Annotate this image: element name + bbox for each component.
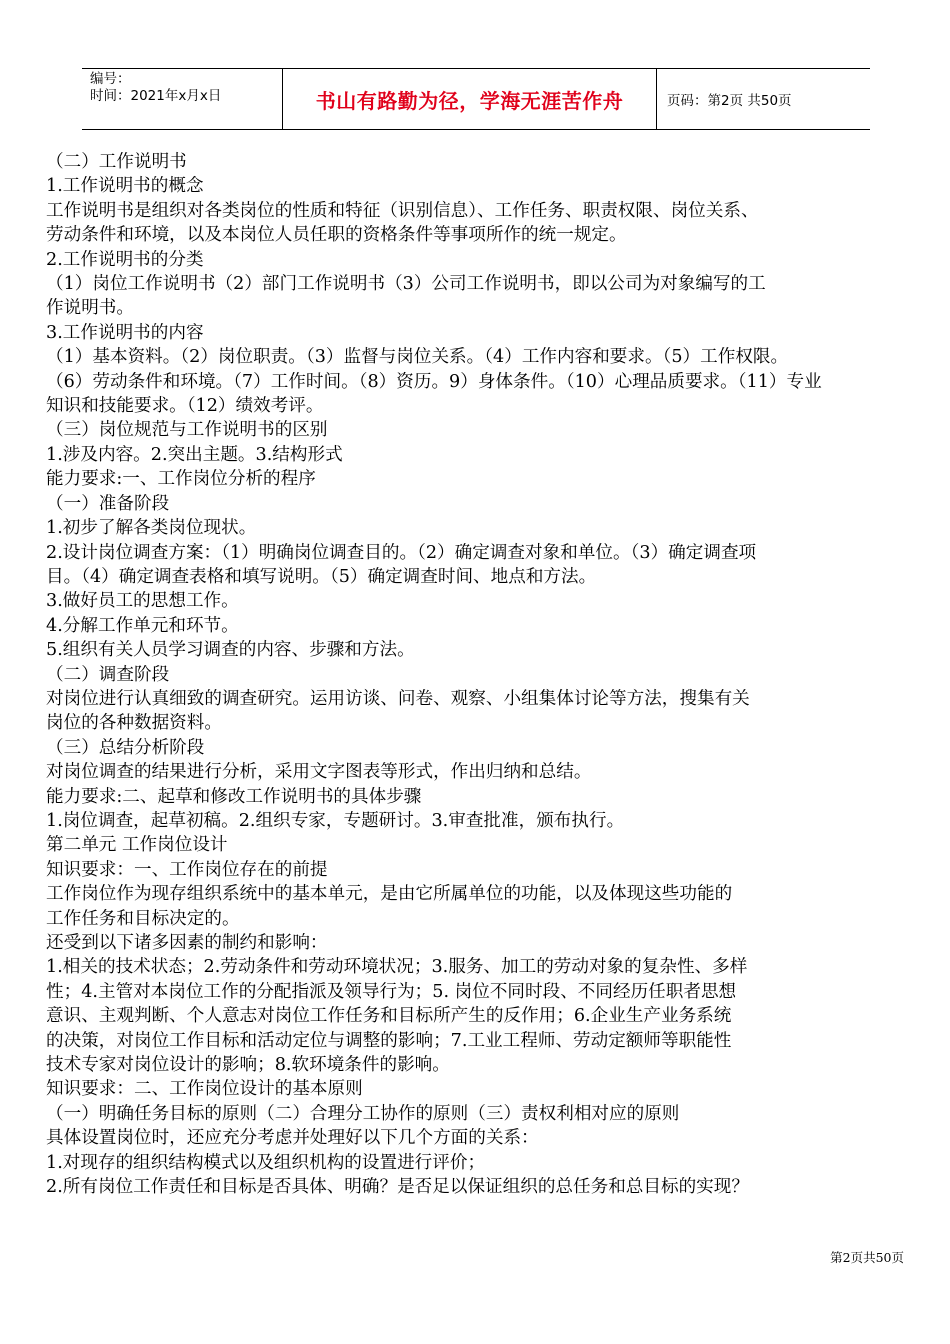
time-label: 时间：2021年x月x日 bbox=[90, 88, 222, 104]
text-line: 1.工作说明书的概念 bbox=[46, 176, 204, 197]
motto-text: 书山有路勤为径，学海无涯苦作舟 bbox=[315, 88, 624, 113]
text-line: 1.对现存的组织结构模式以及组织机构的设置进行评价； bbox=[46, 1152, 486, 1173]
text-line: 具体设置岗位时，还应充分考虑并处理好以下几个方面的关系： bbox=[46, 1128, 539, 1149]
header-left-cell bbox=[82, 69, 282, 129]
text-line: （三）岗位规范与工作说明书的区别 bbox=[46, 420, 328, 441]
text-line: 第二单元 工作岗位设计 bbox=[46, 835, 228, 856]
text-line: （三）总结分析阶段 bbox=[46, 737, 205, 758]
text-line: 2.设计岗位调查方案：（1）明确岗位调查目的。（2）确定调查对象和单位。（3）确定调查项 bbox=[46, 542, 757, 563]
text-line: 工作说明书是组织对各类岗位的性质和特征（识别信息）、工作任务、职责权限、岗位关系、 bbox=[46, 200, 759, 221]
text-line: 1.初步了解各类岗位现状。 bbox=[46, 518, 257, 539]
text-line: （6）劳动条件和环境。（7）工作时间。（8）资历。9）身体条件。（10）心理品质要求。（11）专业 bbox=[46, 371, 822, 392]
text-line: （1）岗位工作说明书（2）部门工作说明书（3）公司工作说明书，即以公司为对象编写的工 bbox=[46, 274, 766, 295]
text-line: 3.做好员工的思想工作。 bbox=[46, 591, 239, 612]
number-label: 编号： bbox=[90, 71, 131, 87]
text-line: 1.相关的技术状态；2.劳动条件和劳动环境状况；3.服务、加工的劳动对象的复杂性、多样 bbox=[46, 957, 748, 978]
text-line: 作说明书。 bbox=[46, 298, 134, 319]
text-line: 2.所有岗位工作责任和目标是否具体、明确？是否足以保证组织的总任务和总目标的实现？ bbox=[46, 1177, 749, 1198]
page-header bbox=[82, 68, 870, 130]
text-line: （一）准备阶段 bbox=[46, 493, 170, 514]
text-line: （1）基本资料。（2）岗位职责。（3）监督与岗位关系。（4）工作内容和要求。（5）工作权限。 bbox=[46, 347, 789, 368]
text-line: （二）调查阶段 bbox=[46, 664, 170, 685]
text-line: 1.涉及内容。2.突出主题。3.结构形式 bbox=[46, 444, 343, 465]
text-line: 知识要求：一、工作岗位存在的前提 bbox=[46, 859, 328, 880]
text-line: 知识和技能要求。（12）绩效考评。 bbox=[46, 396, 324, 417]
text-line: 意识、主观判断、个人意志对岗位工作任务和目标所产生的反作用；6.企业生产业务系统 bbox=[46, 1006, 732, 1027]
text-line: 1.岗位调查，起草初稿。2.组织专家，专题研讨。3.审查批准，颁布执行。 bbox=[46, 810, 625, 831]
text-line: 岗位的各种数据资料。 bbox=[46, 713, 222, 734]
text-line: 工作岗位作为现存组织系统中的基本单元，是由它所属单位的功能，以及体现这些功能的 bbox=[46, 884, 733, 905]
page-label: 页码：第2页 共50页 bbox=[667, 93, 792, 109]
text-line: 性；4.主管对本岗位工作的分配指派及领导行为；5. 岗位不同时段、不同经历任职者思想 bbox=[46, 981, 737, 1002]
text-line: 知识要求：二、工作岗位设计的基本原则 bbox=[46, 1079, 363, 1100]
text-line: 5.组织有关人员学习调查的内容、步骤和方法。 bbox=[46, 640, 415, 661]
text-line: 能力要求:一、工作岗位分析的程序 bbox=[46, 469, 316, 490]
text-line: 2.工作说明书的分类 bbox=[46, 249, 204, 270]
header-motto-cell bbox=[282, 69, 657, 129]
page-footer: 第2页共50页 bbox=[830, 1250, 904, 1265]
text-line: 目。（4）确定调查表格和填写说明。（5）确定调查时间、地点和方法。 bbox=[46, 566, 597, 587]
text-line: 还受到以下诸多因素的制约和影响： bbox=[46, 933, 328, 953]
text-line: 的决策，对岗位工作目标和活动定位与调整的影响；7.工业工程师、劳动定额师等职能性 bbox=[46, 1030, 732, 1051]
text-line: 工作任务和目标决定的。 bbox=[46, 908, 240, 929]
text-line: 4.分解工作单元和环节。 bbox=[46, 615, 239, 636]
text-line: 劳动条件和环境，以及本岗位人员任职的资格条件等事项所作的统一规定。 bbox=[46, 225, 627, 246]
header-page-cell bbox=[657, 69, 870, 129]
text-line: 能力要求:二、起草和修改工作说明书的具体步骤 bbox=[46, 786, 422, 807]
text-line: 技术专家对岗位设计的影响；8.软环境条件的影响。 bbox=[46, 1055, 450, 1076]
text-line: （一）明确任务目标的原则（二）合理分工协作的原则（三）责权利相对应的原则 bbox=[46, 1103, 680, 1124]
text-line: （二）工作说明书 bbox=[46, 152, 187, 172]
document-body bbox=[46, 150, 908, 1199]
text-line: 对岗位调查的结果进行分析，采用文字图表等形式，作出归纳和总结。 bbox=[46, 762, 592, 783]
text-line: 对岗位进行认真细致的调查研究。运用访谈、问卷、观察、小组集体讨论等方法，搜集有关 bbox=[46, 688, 750, 709]
text-line: 3.工作说明书的内容 bbox=[46, 322, 204, 343]
